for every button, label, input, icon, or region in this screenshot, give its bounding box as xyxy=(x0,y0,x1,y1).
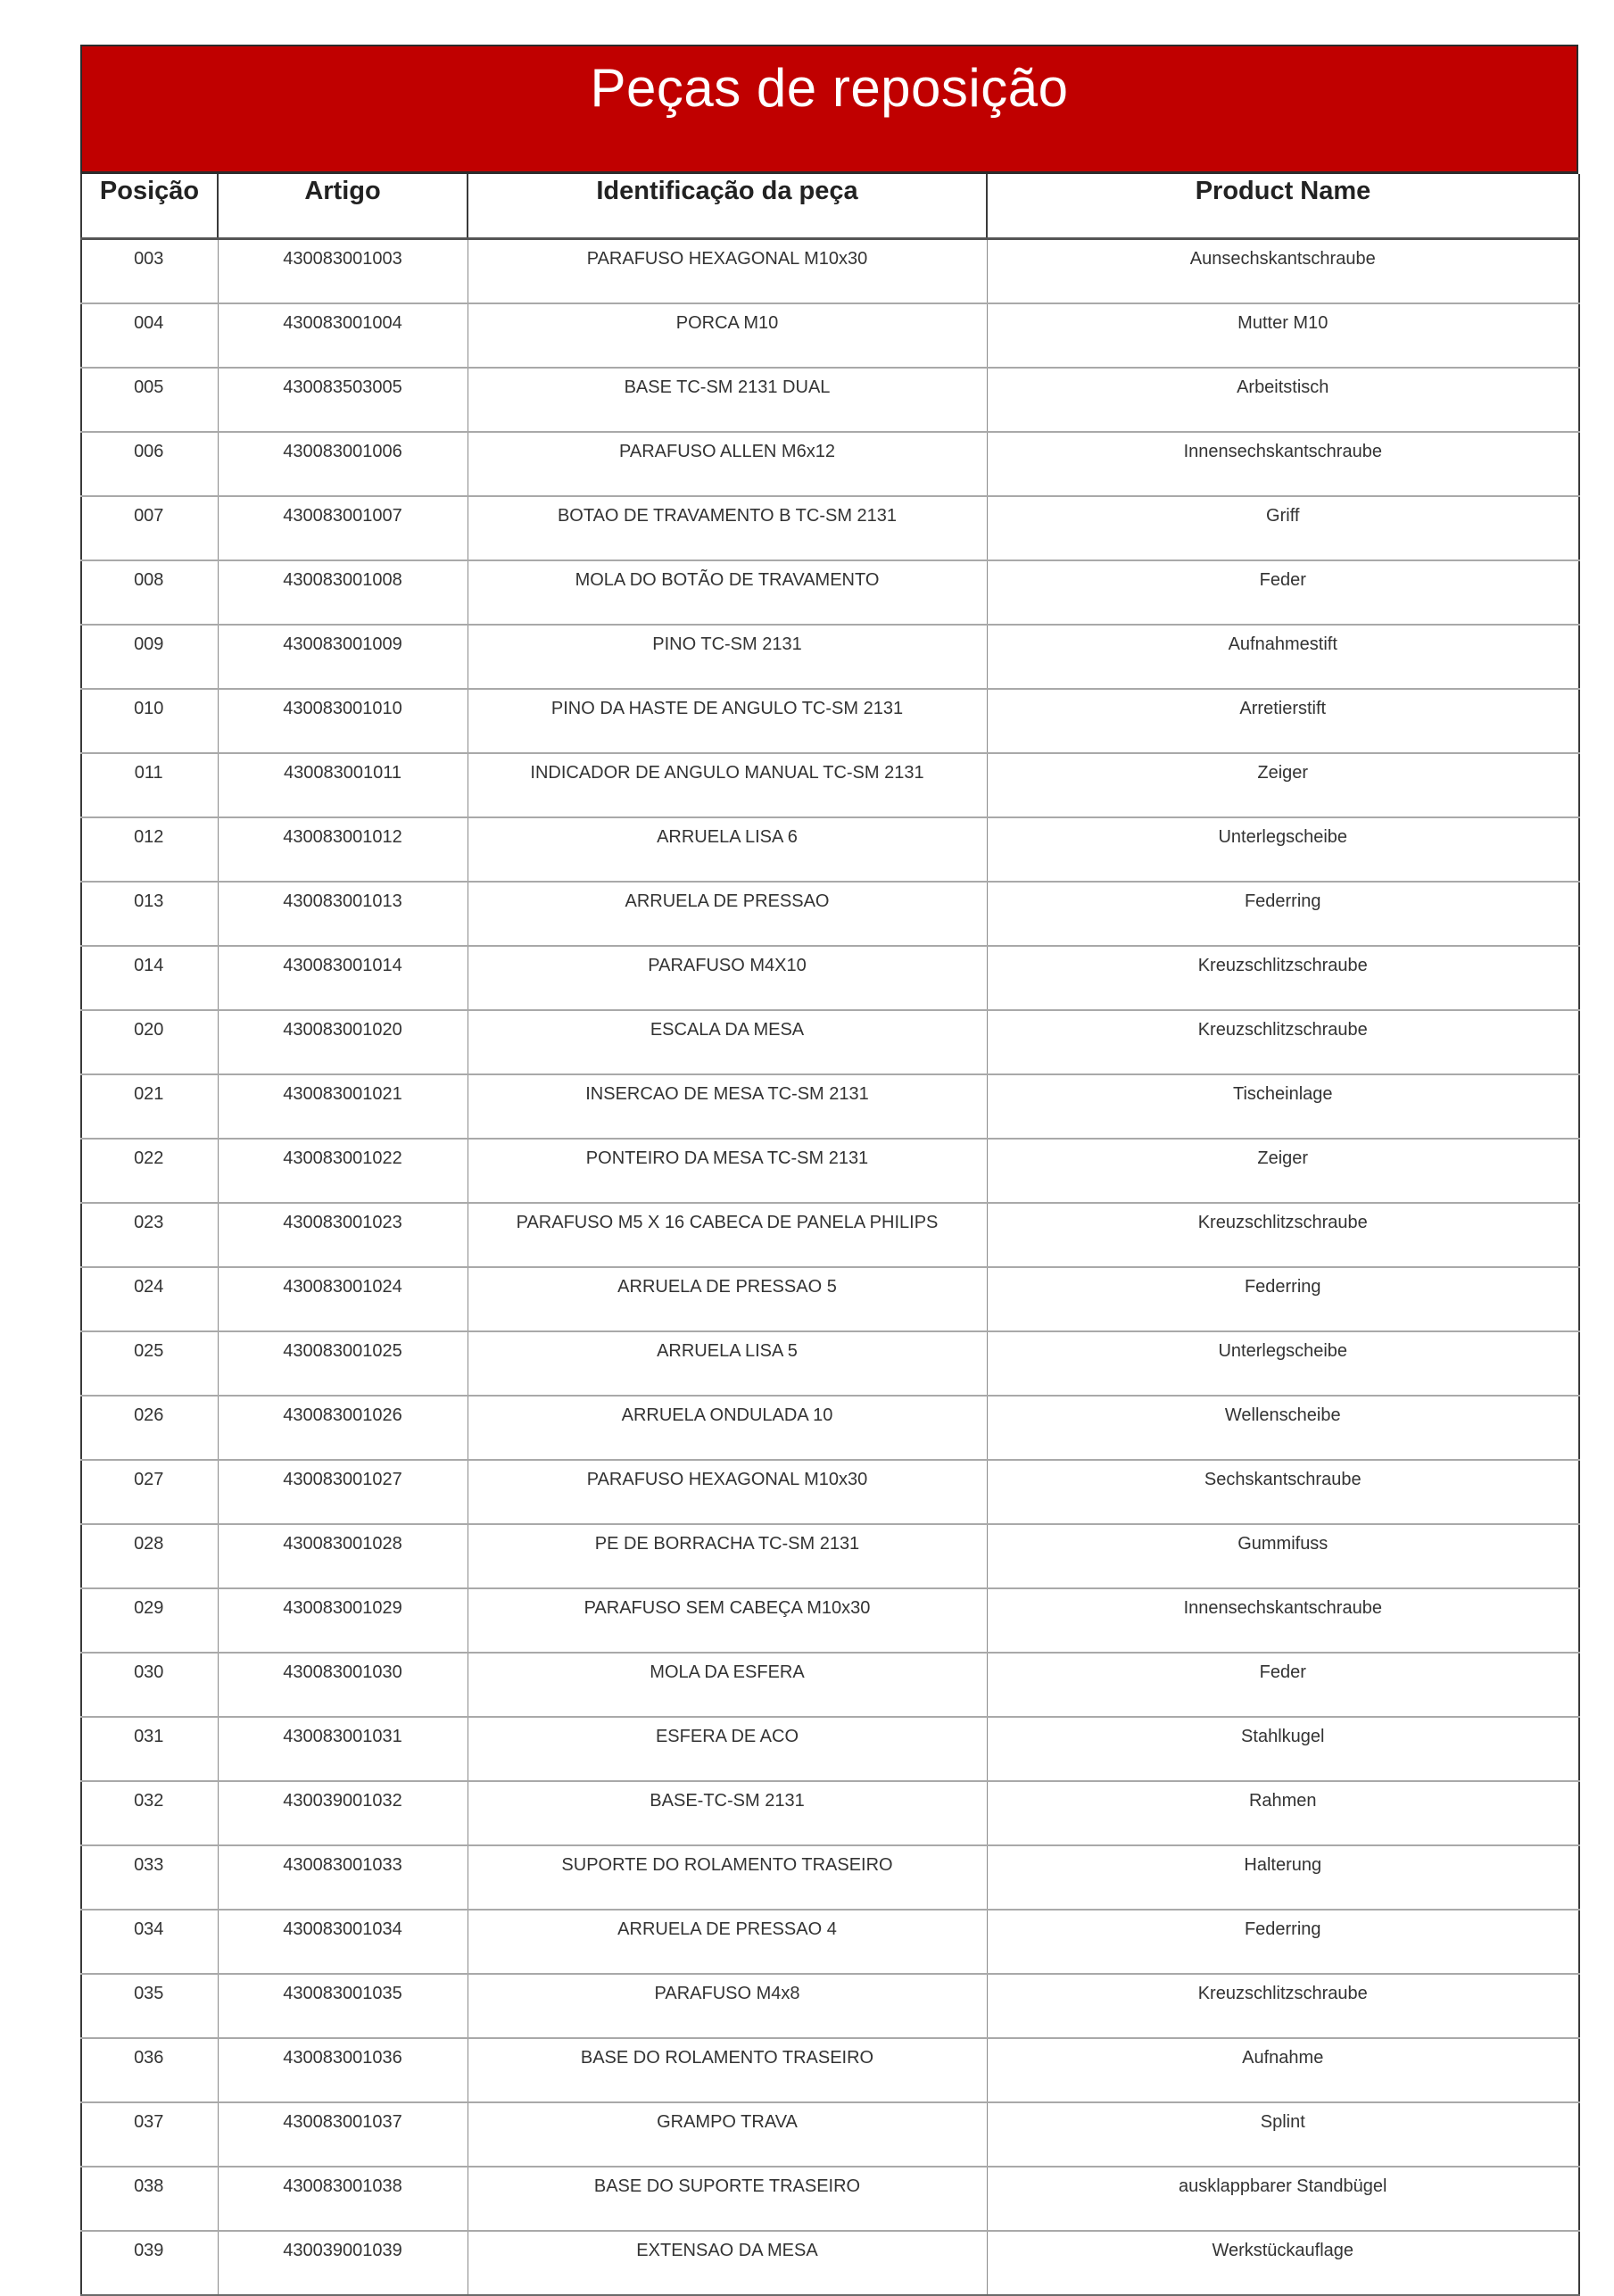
cell-part-id: EXTENSAO DA MESA xyxy=(468,2231,987,2295)
cell-article: 430083001026 xyxy=(218,1396,468,1460)
table-row xyxy=(81,1396,1579,1460)
cell-part-id: ARRUELA LISA 6 xyxy=(468,817,987,882)
cell-product-name: Federring xyxy=(987,1910,1579,1974)
cell-product-name: Aunsechskantschraube xyxy=(987,239,1579,304)
page-title: Peças de reposição xyxy=(80,45,1578,174)
cell-position: 032 xyxy=(81,1781,218,1845)
cell-part-id: BOTAO DE TRAVAMENTO B TC-SM 2131 xyxy=(468,496,987,560)
cell-article: 430083001030 xyxy=(218,1653,468,1717)
cell-part-id: PINO TC-SM 2131 xyxy=(468,625,987,689)
table-row xyxy=(81,1460,1579,1524)
cell-article: 430039001032 xyxy=(218,1781,468,1845)
cell-article: 430083001033 xyxy=(218,1845,468,1910)
cell-article: 430083001011 xyxy=(218,753,468,817)
cell-part-id: PE DE BORRACHA TC-SM 2131 xyxy=(468,1524,987,1588)
table-row xyxy=(81,1331,1579,1396)
cell-position: 012 xyxy=(81,817,218,882)
cell-product-name: Halterung xyxy=(987,1845,1579,1910)
cell-position: 027 xyxy=(81,1460,218,1524)
table-row xyxy=(81,1267,1579,1331)
cell-position: 009 xyxy=(81,625,218,689)
table-row xyxy=(81,1781,1579,1845)
cell-article: 430083001035 xyxy=(218,1974,468,2038)
cell-position: 006 xyxy=(81,432,218,496)
cell-position: 014 xyxy=(81,946,218,1010)
cell-product-name: Zeiger xyxy=(987,753,1579,817)
table-row xyxy=(81,689,1579,753)
cell-part-id: INSERCAO DE MESA TC-SM 2131 xyxy=(468,1074,987,1139)
cell-product-name: Innensechskantschraube xyxy=(987,432,1579,496)
cell-product-name: Splint xyxy=(987,2102,1579,2167)
cell-part-id: ARRUELA LISA 5 xyxy=(468,1331,987,1396)
cell-article: 430083001022 xyxy=(218,1139,468,1203)
cell-position: 035 xyxy=(81,1974,218,2038)
cell-part-id: ARRUELA DE PRESSAO 4 xyxy=(468,1910,987,1974)
cell-product-name: Tischeinlage xyxy=(987,1074,1579,1139)
cell-position: 030 xyxy=(81,1653,218,1717)
table-row xyxy=(81,1588,1579,1653)
cell-product-name: Aufnahme xyxy=(987,2038,1579,2102)
cell-position: 029 xyxy=(81,1588,218,1653)
cell-article: 430083001021 xyxy=(218,1074,468,1139)
cell-part-id: ARRUELA DE PRESSAO xyxy=(468,882,987,946)
column-header-position: Posição xyxy=(81,174,218,239)
cell-part-id: INDICADOR DE ANGULO MANUAL TC-SM 2131 xyxy=(468,753,987,817)
cell-part-id: BASE DO SUPORTE TRASEIRO xyxy=(468,2167,987,2231)
cell-part-id: PINO DA HASTE DE ANGULO TC-SM 2131 xyxy=(468,689,987,753)
cell-part-id: PARAFUSO HEXAGONAL M10x30 xyxy=(468,239,987,304)
cell-position: 022 xyxy=(81,1139,218,1203)
cell-position: 024 xyxy=(81,1267,218,1331)
cell-position: 034 xyxy=(81,1910,218,1974)
cell-article: 430083001014 xyxy=(218,946,468,1010)
cell-article: 430083001023 xyxy=(218,1203,468,1267)
cell-product-name: Kreuzschlitzschraube xyxy=(987,1974,1579,2038)
cell-article: 430083001037 xyxy=(218,2102,468,2167)
cell-product-name: Wellenscheibe xyxy=(987,1396,1579,1460)
cell-product-name: Innensechskantschraube xyxy=(987,1588,1579,1653)
cell-article: 430083001013 xyxy=(218,882,468,946)
table-row xyxy=(81,1203,1579,1267)
cell-position: 026 xyxy=(81,1396,218,1460)
table-row xyxy=(81,1653,1579,1717)
cell-product-name: Feder xyxy=(987,1653,1579,1717)
column-header-article: Artigo xyxy=(218,174,468,239)
cell-part-id: BASE-TC-SM 2131 xyxy=(468,1781,987,1845)
cell-product-name: Sechskantschraube xyxy=(987,1460,1579,1524)
cell-part-id: MOLA DA ESFERA xyxy=(468,1653,987,1717)
table-row xyxy=(81,817,1579,882)
table-row xyxy=(81,2038,1579,2102)
table-row xyxy=(81,753,1579,817)
cell-position: 010 xyxy=(81,689,218,753)
cell-part-id: ESFERA DE ACO xyxy=(468,1717,987,1781)
cell-product-name: Aufnahmestift xyxy=(987,625,1579,689)
cell-product-name: Gummifuss xyxy=(987,1524,1579,1588)
cell-product-name: Feder xyxy=(987,560,1579,625)
table-row xyxy=(81,432,1579,496)
cell-product-name: Unterlegscheibe xyxy=(987,1331,1579,1396)
cell-article: 430083001031 xyxy=(218,1717,468,1781)
cell-position: 023 xyxy=(81,1203,218,1267)
cell-part-id: ESCALA DA MESA xyxy=(468,1010,987,1074)
table-row xyxy=(81,2102,1579,2167)
cell-article: 430083001036 xyxy=(218,2038,468,2102)
cell-article: 430083001034 xyxy=(218,1910,468,1974)
cell-part-id: PARAFUSO HEXAGONAL M10x30 xyxy=(468,1460,987,1524)
cell-article: 430083001028 xyxy=(218,1524,468,1588)
cell-article: 430083001012 xyxy=(218,817,468,882)
spare-parts-sheet xyxy=(80,45,1578,2296)
cell-position: 036 xyxy=(81,2038,218,2102)
cell-position: 020 xyxy=(81,1010,218,1074)
cell-article: 430083001038 xyxy=(218,2167,468,2231)
cell-part-id: BASE DO ROLAMENTO TRASEIRO xyxy=(468,2038,987,2102)
cell-product-name: Kreuzschlitzschraube xyxy=(987,946,1579,1010)
cell-product-name: Griff xyxy=(987,496,1579,560)
cell-article: 430083503005 xyxy=(218,368,468,432)
cell-part-id: ARRUELA ONDULADA 10 xyxy=(468,1396,987,1460)
cell-article: 430083001006 xyxy=(218,432,468,496)
cell-part-id: PARAFUSO SEM CABEÇA M10x30 xyxy=(468,1588,987,1653)
cell-part-id: PORCA M10 xyxy=(468,303,987,368)
cell-product-name: Stahlkugel xyxy=(987,1717,1579,1781)
cell-part-id: ARRUELA DE PRESSAO 5 xyxy=(468,1267,987,1331)
cell-part-id: PONTEIRO DA MESA TC-SM 2131 xyxy=(468,1139,987,1203)
table-row xyxy=(81,1910,1579,1974)
cell-article: 430039001039 xyxy=(218,2231,468,2295)
cell-product-name: Kreuzschlitzschraube xyxy=(987,1010,1579,1074)
cell-part-id: PARAFUSO ALLEN M6x12 xyxy=(468,432,987,496)
cell-position: 031 xyxy=(81,1717,218,1781)
table-body xyxy=(81,239,1579,2296)
table-row xyxy=(81,1074,1579,1139)
cell-position: 021 xyxy=(81,1074,218,1139)
cell-product-name: Unterlegscheibe xyxy=(987,817,1579,882)
table-row xyxy=(81,368,1579,432)
cell-product-name: Kreuzschlitzschraube xyxy=(987,1203,1579,1267)
cell-product-name: Mutter M10 xyxy=(987,303,1579,368)
cell-product-name: Arretierstift xyxy=(987,689,1579,753)
cell-article: 430083001027 xyxy=(218,1460,468,1524)
cell-article: 430083001009 xyxy=(218,625,468,689)
cell-position: 013 xyxy=(81,882,218,946)
cell-product-name: Werkstückauflage xyxy=(987,2231,1579,2295)
cell-product-name: Zeiger xyxy=(987,1139,1579,1203)
table-row xyxy=(81,625,1579,689)
cell-position: 005 xyxy=(81,368,218,432)
cell-part-id: GRAMPO TRAVA xyxy=(468,2102,987,2167)
cell-position: 033 xyxy=(81,1845,218,1910)
table-row xyxy=(81,882,1579,946)
table-row xyxy=(81,1845,1579,1910)
cell-position: 007 xyxy=(81,496,218,560)
cell-product-name: ausklappbarer Standbügel xyxy=(987,2167,1579,2231)
cell-article: 430083001003 xyxy=(218,239,468,304)
cell-position: 039 xyxy=(81,2231,218,2295)
table-row xyxy=(81,496,1579,560)
table-row xyxy=(81,239,1579,304)
cell-part-id: PARAFUSO M4X10 xyxy=(468,946,987,1010)
table-row xyxy=(81,1010,1579,1074)
cell-position: 008 xyxy=(81,560,218,625)
table-row xyxy=(81,1524,1579,1588)
cell-article: 430083001008 xyxy=(218,560,468,625)
cell-article: 430083001004 xyxy=(218,303,468,368)
cell-position: 004 xyxy=(81,303,218,368)
table-row xyxy=(81,303,1579,368)
cell-position: 037 xyxy=(81,2102,218,2167)
cell-position: 028 xyxy=(81,1524,218,1588)
cell-article: 430083001024 xyxy=(218,1267,468,1331)
cell-article: 430083001007 xyxy=(218,496,468,560)
table-row xyxy=(81,2167,1579,2231)
cell-part-id: PARAFUSO M5 X 16 CABECA DE PANELA PHILIPS xyxy=(468,1203,987,1267)
table-row xyxy=(81,1974,1579,2038)
cell-part-id: PARAFUSO M4x8 xyxy=(468,1974,987,2038)
table-row xyxy=(81,560,1579,625)
cell-product-name: Federring xyxy=(987,1267,1579,1331)
cell-position: 025 xyxy=(81,1331,218,1396)
table-header-row xyxy=(81,174,1579,239)
spare-parts-table xyxy=(80,174,1580,2296)
cell-position: 003 xyxy=(81,239,218,304)
cell-article: 430083001020 xyxy=(218,1010,468,1074)
cell-position: 038 xyxy=(81,2167,218,2231)
column-header-part-id: Identificação da peça xyxy=(468,174,987,239)
table-row xyxy=(81,1717,1579,1781)
cell-product-name: Arbeitstisch xyxy=(987,368,1579,432)
cell-part-id: BASE TC-SM 2131 DUAL xyxy=(468,368,987,432)
table-row xyxy=(81,2231,1579,2295)
cell-part-id: SUPORTE DO ROLAMENTO TRASEIRO xyxy=(468,1845,987,1910)
cell-article: 430083001025 xyxy=(218,1331,468,1396)
cell-position: 011 xyxy=(81,753,218,817)
table-row xyxy=(81,1139,1579,1203)
cell-article: 430083001010 xyxy=(218,689,468,753)
cell-product-name: Federring xyxy=(987,882,1579,946)
column-header-product-name: Product Name xyxy=(987,174,1579,239)
cell-part-id: MOLA DO BOTÃO DE TRAVAMENTO xyxy=(468,560,987,625)
table-row xyxy=(81,946,1579,1010)
cell-article: 430083001029 xyxy=(218,1588,468,1653)
cell-product-name: Rahmen xyxy=(987,1781,1579,1845)
